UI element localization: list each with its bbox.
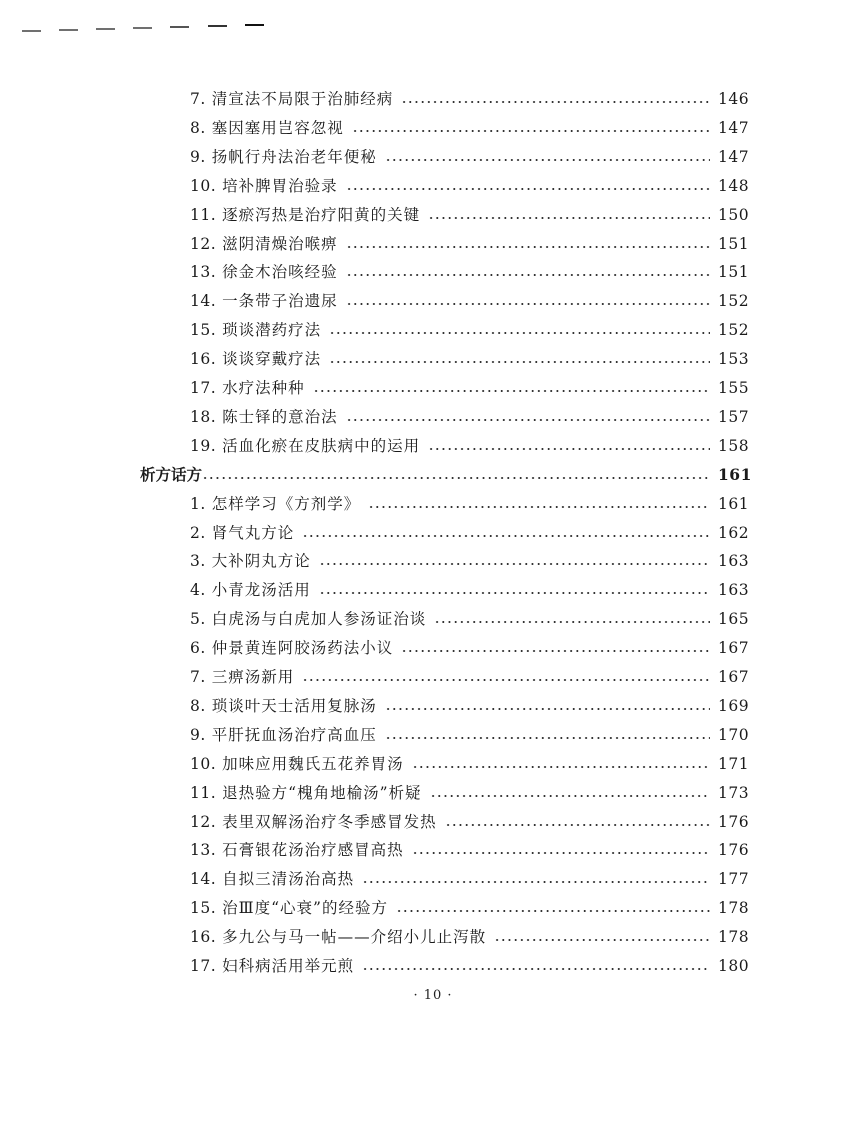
toc-entry-title: 石膏银花汤治疗感冒高热 [222, 841, 404, 860]
toc-entry-number: 14. [190, 292, 217, 311]
toc-entry[interactable] [190, 261, 756, 283]
toc-entry-number: 17. [190, 957, 217, 975]
toc-entry[interactable] [190, 637, 756, 659]
toc-entry-number: 7. [190, 668, 206, 686]
toc-page-number: 157 [718, 407, 750, 426]
toc-entry-title: 陈士铎的意治法 [222, 407, 338, 426]
toc-page-number: 162 [718, 523, 750, 542]
toc-page-number: 163 [718, 552, 750, 571]
toc-entry[interactable] [190, 88, 756, 110]
toc-page-number: 167 [718, 668, 750, 686]
toc-page-number: 146 [718, 90, 750, 108]
section-title: 析方话方 [140, 465, 203, 484]
toc-entry-title: 仲景黄连阿胶汤药法小议 [211, 639, 394, 658]
toc-entry-title: 徐金木治咳经验 [222, 263, 338, 282]
toc-entry-number: 11. [190, 783, 217, 802]
toc-entry-title: 活血化瘀在皮肤病中的运用 [222, 436, 421, 455]
toc-entry[interactable] [190, 955, 756, 977]
toc-page-number: 158 [718, 436, 750, 455]
toc-entry[interactable] [190, 406, 756, 428]
toc-entry-number: 11. [190, 205, 217, 224]
toc-entry[interactable] [190, 550, 756, 572]
dot-leader [362, 955, 710, 977]
toc-page-number: 165 [718, 610, 750, 629]
toc-entry-number: 1. [190, 494, 206, 513]
toc-entry[interactable] [190, 579, 756, 601]
toc-entry[interactable] [190, 926, 756, 948]
toc-page-number: 151 [718, 234, 750, 253]
toc-page-number: 173 [718, 783, 750, 802]
toc-entry-number: 8. [190, 118, 206, 137]
dot-leader [302, 666, 710, 688]
toc-entry-title: 琐谈潜药疗法 [222, 321, 322, 340]
dot-leader [352, 117, 710, 139]
dot-leader [412, 753, 710, 775]
toc-entry-title: 谈谈穿戴疗法 [222, 350, 322, 369]
toc-entry-number: 18. [190, 407, 217, 426]
toc-entry-title: 滋阴清燥治喉痹 [222, 234, 338, 253]
toc-page-number: 171 [718, 754, 750, 773]
toc-section-heading[interactable] [140, 464, 756, 486]
page-number: · 10 · [413, 988, 453, 1003]
toc-page-number: 177 [718, 870, 750, 889]
toc-page-number: 161 [718, 494, 750, 513]
toc-entry[interactable] [190, 290, 756, 312]
toc-entry[interactable] [190, 146, 756, 168]
toc-entry[interactable] [190, 377, 756, 399]
toc-entry-number: 9. [190, 725, 206, 744]
toc-page-number: 161 [718, 464, 752, 484]
toc-entry[interactable] [190, 753, 756, 775]
dot-leader [319, 579, 710, 601]
toc-entry-number: 17. [190, 379, 217, 397]
dot-leader [346, 406, 710, 428]
toc-entry-title: 多九公与马一帖——介绍小儿止泻散 [222, 928, 487, 947]
toc-entry[interactable] [190, 782, 756, 804]
toc-entry-title: 怎样学习《方剂学》 [211, 494, 361, 513]
dot-leader [329, 348, 710, 370]
toc-entry-title: 小青龙汤活用 [211, 581, 311, 600]
toc-entry-number: 9. [190, 147, 206, 166]
toc-entry[interactable] [190, 493, 756, 515]
toc-entry-title: 妇科病活用举元煎 [222, 957, 355, 975]
dot-leader [346, 233, 710, 255]
dot-leader [428, 204, 710, 226]
toc-page-number: 152 [718, 292, 750, 311]
toc-entry[interactable] [190, 522, 756, 544]
toc-entry-title: 大补阴丸方论 [211, 552, 311, 571]
toc-entry-title: 肾气丸方论 [211, 523, 295, 542]
dot-leader [319, 550, 710, 572]
dot-leader [385, 695, 710, 717]
dot-leader [329, 319, 710, 341]
toc-page-number: 167 [718, 639, 750, 658]
toc-page-number: 178 [718, 899, 750, 918]
dash-mark [59, 29, 78, 31]
toc-entry-number: 6. [190, 639, 206, 658]
toc-page-number: 150 [718, 205, 750, 224]
toc-entry[interactable] [190, 811, 756, 833]
toc-entry-number: 10. [190, 754, 217, 773]
toc-entry-title: 琐谈叶天士活用复脉汤 [211, 696, 377, 715]
toc-entry[interactable] [190, 724, 756, 746]
toc-page-number: 148 [718, 176, 750, 195]
toc-entry[interactable] [190, 348, 756, 370]
toc-entry-title: 退热验方“槐角地榆汤”析疑 [222, 783, 422, 802]
toc-entry-title: 自拟三清汤治高热 [222, 870, 355, 889]
toc-entry-number: 19. [190, 436, 217, 455]
dash-mark [133, 27, 152, 29]
dot-leader [401, 88, 710, 110]
toc-entry[interactable] [190, 695, 756, 717]
dot-leader [428, 435, 710, 457]
toc-entry-number: 16. [190, 928, 217, 947]
toc-entry-title: 培补脾胃治验录 [222, 176, 338, 195]
toc-entry-title: 清宣法不局限于治肺经病 [211, 90, 394, 108]
toc-page-number: 170 [718, 725, 750, 744]
toc-entry-title: 加味应用魏氏五花养胃汤 [222, 754, 404, 773]
dot-leader [494, 926, 710, 948]
toc-entry-title: 白虎汤与白虎加人参汤证治谈 [211, 610, 427, 629]
toc-page-number: 155 [718, 379, 750, 397]
toc-entry-title: 扬帆行舟法治老年便秘 [211, 147, 377, 166]
toc-page-number: 152 [718, 321, 750, 340]
dot-leader [302, 522, 710, 544]
dash-mark [245, 24, 264, 26]
toc-page-number: 176 [718, 841, 750, 860]
dot-leader [412, 839, 710, 861]
toc-entry-number: 4. [190, 581, 206, 600]
toc-entry-number: 12. [190, 812, 217, 831]
toc-page-number: 151 [718, 263, 750, 282]
dash-mark [208, 25, 227, 27]
dot-leader [346, 290, 710, 312]
toc-entry[interactable] [190, 117, 756, 139]
toc-page-number: 147 [718, 118, 750, 137]
toc-entry-number: 14. [190, 870, 217, 889]
dot-leader [202, 464, 710, 486]
toc-page-number: 147 [718, 147, 750, 166]
toc-entry-number: 10. [190, 176, 217, 195]
toc-entry-title: 治Ⅲ度“心衰”的经验方 [222, 899, 388, 918]
toc-entry-number: 15. [190, 321, 217, 340]
toc-entry[interactable] [190, 435, 756, 457]
dash-mark [170, 26, 189, 28]
dot-leader [362, 868, 710, 890]
dot-leader [430, 782, 710, 804]
toc-entry-number: 5. [190, 610, 206, 629]
dot-leader [385, 724, 710, 746]
toc-page-number: 169 [718, 696, 750, 715]
toc-entry-number: 8. [190, 696, 206, 715]
toc-entry-number: 15. [190, 899, 217, 918]
dot-leader [368, 493, 710, 515]
toc-entry-number: 2. [190, 523, 206, 542]
toc-page-number: 153 [718, 350, 750, 369]
dot-leader [396, 897, 710, 919]
toc-entry-number: 12. [190, 234, 217, 253]
toc-entry[interactable] [190, 897, 756, 919]
toc-page-number: 163 [718, 581, 750, 600]
toc-entry[interactable] [190, 175, 756, 197]
dot-leader [401, 637, 710, 659]
toc-entry[interactable] [190, 839, 756, 861]
toc-entry-number: 13. [190, 263, 217, 282]
dash-mark [96, 28, 115, 30]
toc-entry-number: 16. [190, 350, 217, 369]
dot-leader [346, 175, 710, 197]
toc-page-number: 180 [718, 957, 750, 975]
toc-entry-number: 13. [190, 841, 217, 860]
dot-leader [434, 608, 710, 630]
toc-entry-title: 三痹汤新用 [211, 668, 295, 686]
toc-entry[interactable] [190, 319, 756, 341]
toc-entry[interactable] [190, 608, 756, 630]
dash-mark [22, 30, 41, 32]
toc-entry[interactable] [190, 204, 756, 226]
toc-entry-title: 一条带子治遗尿 [222, 292, 338, 311]
toc-entry-number: 7. [190, 90, 206, 108]
dot-leader [445, 811, 710, 833]
dot-leader [385, 146, 710, 168]
toc-entry[interactable] [190, 868, 756, 890]
toc-entry-title: 水疗法种种 [222, 379, 305, 397]
toc-entry-title: 塞因塞用岂容忽视 [211, 118, 344, 137]
toc-entry-title: 平肝抚血汤治疗高血压 [211, 725, 377, 744]
toc-page-number: 178 [718, 928, 750, 947]
toc-page-number: 176 [718, 812, 750, 831]
toc-entry-title: 逐瘀泻热是治疗阳黄的关键 [222, 205, 421, 224]
toc-entry[interactable] [190, 666, 756, 688]
toc-entry[interactable] [190, 233, 756, 255]
toc-entry-number: 3. [190, 552, 206, 571]
toc-entry-title: 表里双解汤治疗冬季感冒发热 [222, 812, 437, 831]
dot-leader [346, 261, 710, 283]
dot-leader [313, 377, 710, 399]
